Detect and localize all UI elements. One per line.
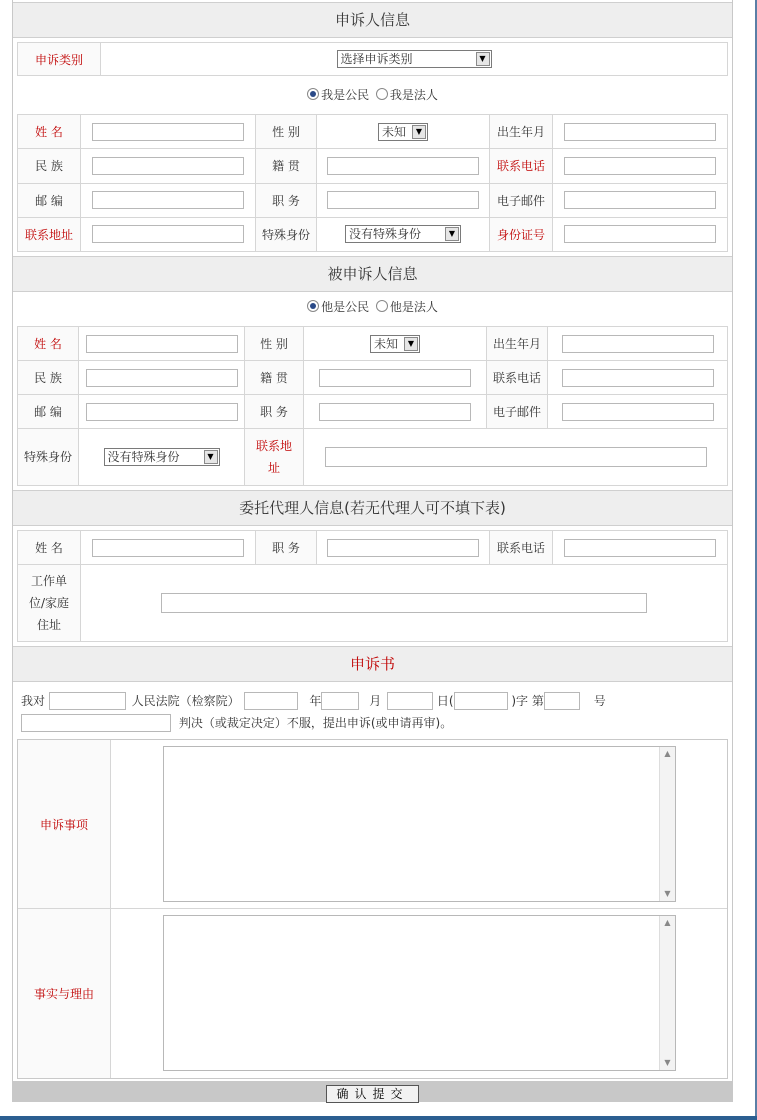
- agent-header: 委托代理人信息(若无代理人可不填下表): [13, 490, 732, 526]
- c-id-input[interactable]: [564, 225, 716, 243]
- chevron-down-icon[interactable]: ▼: [404, 337, 418, 351]
- r-gender-select[interactable]: [370, 335, 420, 353]
- scroll-down-icon[interactable]: ▼: [664, 889, 671, 898]
- a-phone-input[interactable]: [564, 539, 716, 557]
- chevron-down-icon[interactable]: ▼: [204, 450, 218, 464]
- c-name-input[interactable]: [92, 123, 244, 141]
- a-name-input[interactable]: [92, 539, 244, 557]
- petition-judgment-input[interactable]: [21, 714, 171, 732]
- matters-label: 申诉事项: [18, 740, 111, 909]
- radio-citizen[interactable]: [307, 88, 319, 100]
- r-special-value: 没有特殊身份: [107, 450, 180, 464]
- r-special-select[interactable]: [104, 448, 220, 466]
- a-workplace-label: 工作单位/家庭住址: [18, 565, 81, 642]
- r-phone-input[interactable]: [562, 369, 714, 387]
- c-position-input[interactable]: [327, 191, 479, 209]
- r-email-input[interactable]: [562, 403, 714, 421]
- r-postcode-label: 邮 编: [18, 395, 79, 429]
- chevron-down-icon[interactable]: ▼: [445, 227, 459, 241]
- complainant-header: 申诉人信息: [13, 2, 732, 38]
- c-name-label: 姓 名: [18, 115, 81, 149]
- petition-header: 申诉书: [13, 646, 732, 682]
- petition-day-input[interactable]: [387, 692, 433, 710]
- petition-year-input[interactable]: [244, 692, 298, 710]
- reasons-textarea[interactable]: [163, 915, 676, 1071]
- c-birth-label: 出生年月: [490, 115, 553, 149]
- complaint-form: [12, 0, 733, 1102]
- r-address-input[interactable]: [325, 447, 707, 467]
- r-name-input[interactable]: [86, 335, 238, 353]
- r-address-label: 联系地址: [245, 429, 304, 486]
- radio-he-legal-label: 他是法人: [389, 300, 438, 314]
- petition-sentence: [21, 690, 727, 734]
- category-table: [17, 42, 728, 76]
- r-native-input[interactable]: [319, 369, 471, 387]
- reasons-label: 事实与理由: [18, 909, 111, 1078]
- c-postcode-input[interactable]: [92, 191, 244, 209]
- r-special-label: 特殊身份: [18, 429, 79, 486]
- petition-t2: 人民法院（检察院）: [131, 694, 240, 708]
- c-id-label: 身份证号: [490, 217, 553, 251]
- c-special-select[interactable]: [345, 225, 461, 243]
- c-address-input[interactable]: [92, 225, 244, 243]
- divider: [18, 908, 727, 909]
- c-ethnicity-input[interactable]: [92, 157, 244, 175]
- c-gender-value: 未知: [382, 124, 407, 139]
- petition-case-input[interactable]: [454, 692, 508, 710]
- petition-month-input[interactable]: [321, 692, 359, 710]
- c-birth-input[interactable]: [564, 123, 716, 141]
- c-gender-select[interactable]: [378, 123, 428, 141]
- r-position-label: 职 务: [245, 395, 304, 429]
- complainant-table: [17, 114, 728, 252]
- c-native-input[interactable]: [327, 157, 479, 175]
- petition-t3: 年: [309, 694, 322, 708]
- complainant-type-radio: [13, 86, 732, 103]
- petition-t4: 月: [369, 694, 382, 708]
- c-special-label: 特殊身份: [256, 217, 317, 251]
- matters-scrollbar[interactable]: [659, 747, 675, 901]
- radio-he-citizen-label: 他是公民: [321, 300, 370, 314]
- bottom-bar: [0, 1116, 757, 1120]
- c-special-value: 没有特殊身份: [349, 227, 422, 242]
- r-ethnicity-input[interactable]: [86, 369, 238, 387]
- category-select[interactable]: [337, 50, 492, 68]
- category-label: 申诉类别: [18, 43, 101, 76]
- c-email-input[interactable]: [564, 191, 716, 209]
- r-birth-label: 出生年月: [487, 327, 548, 361]
- chevron-down-icon[interactable]: ▼: [476, 52, 490, 66]
- r-phone-label: 联系电话: [487, 361, 548, 395]
- r-gender-value: 未知: [374, 336, 399, 351]
- radio-legal[interactable]: [376, 88, 388, 100]
- scroll-down-icon[interactable]: ▼: [664, 1058, 671, 1067]
- radio-legal-label: 我是法人: [389, 88, 438, 102]
- r-ethnicity-label: 民 族: [18, 361, 79, 395]
- a-position-input[interactable]: [327, 539, 479, 557]
- category-selected: 选择申诉类别: [340, 52, 413, 66]
- r-postcode-input[interactable]: [86, 403, 238, 421]
- r-gender-label: 性 别: [245, 327, 304, 361]
- r-email-label: 电子邮件: [487, 395, 548, 429]
- c-phone-input[interactable]: [564, 157, 716, 175]
- petition-t1: 我对: [21, 694, 46, 708]
- r-native-label: 籍 贯: [245, 361, 304, 395]
- r-position-input[interactable]: [319, 403, 471, 421]
- scroll-up-icon[interactable]: ▲: [664, 918, 671, 927]
- petition-t6: )字 第: [511, 694, 544, 708]
- petition-text-box: [17, 739, 728, 1079]
- matters-textarea[interactable]: [163, 746, 676, 902]
- agent-table: [17, 530, 728, 642]
- petition-t7: 号: [593, 694, 606, 708]
- a-position-label: 职 务: [256, 531, 317, 565]
- a-workplace-input[interactable]: [161, 593, 647, 613]
- chevron-down-icon[interactable]: ▼: [412, 125, 426, 139]
- scroll-up-icon[interactable]: ▲: [664, 749, 671, 758]
- radio-citizen-label: 我是公民: [321, 88, 370, 102]
- c-address-label: 联系地址: [18, 217, 81, 251]
- petition-number-input[interactable]: [544, 692, 580, 710]
- submit-button[interactable]: 确认提交: [326, 1085, 419, 1103]
- c-native-label: 籍 贯: [256, 149, 317, 183]
- c-postcode-label: 邮 编: [18, 183, 81, 217]
- petition-t8: 判决（或裁定决定）不服，提出申诉(或申请再审)。: [178, 716, 453, 730]
- a-phone-label: 联系电话: [490, 531, 553, 565]
- c-position-label: 职 务: [256, 183, 317, 217]
- respondent-header: 被申诉人信息: [13, 256, 732, 292]
- petition-court-input[interactable]: [49, 692, 126, 710]
- r-name-label: 姓 名: [18, 327, 79, 361]
- radio-he-legal[interactable]: [376, 300, 388, 312]
- petition-t5: 日(: [436, 694, 454, 708]
- respondent-type-radio: [13, 298, 732, 315]
- respondent-table: [17, 326, 728, 486]
- r-birth-input[interactable]: [562, 335, 714, 353]
- c-email-label: 电子邮件: [490, 183, 553, 217]
- reasons-scrollbar[interactable]: [659, 916, 675, 1070]
- a-name-label: 姓 名: [18, 531, 81, 565]
- c-phone-label: 联系电话: [490, 149, 553, 183]
- radio-he-citizen[interactable]: [307, 300, 319, 312]
- c-ethnicity-label: 民 族: [18, 149, 81, 183]
- c-gender-label: 性 别: [256, 115, 317, 149]
